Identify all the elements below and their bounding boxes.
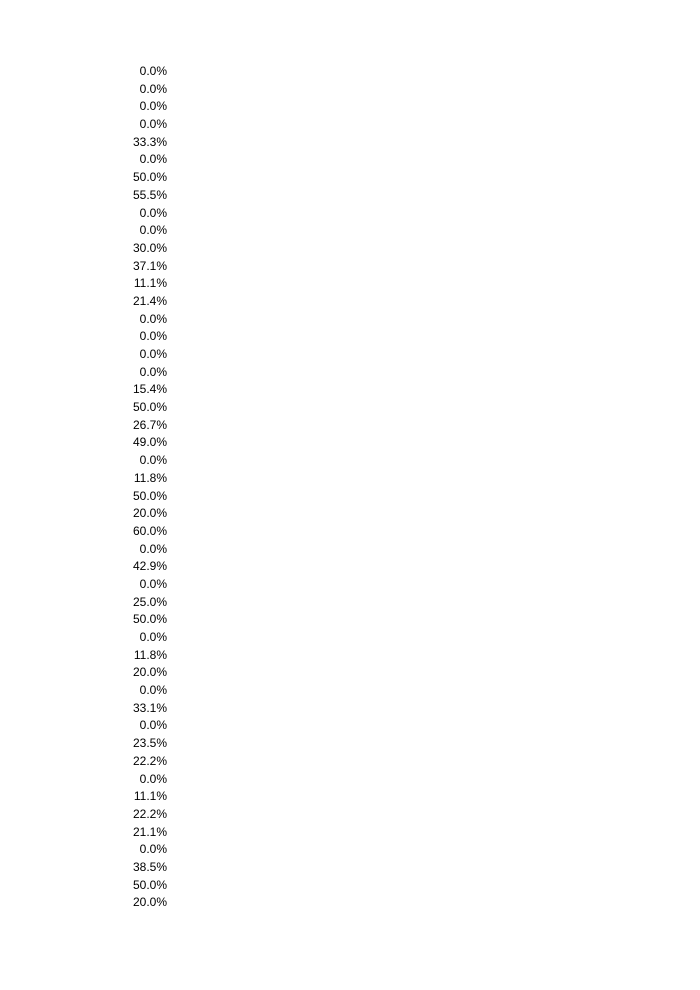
percentage-cell: 0.0% <box>139 718 167 733</box>
percentage-cell: 25.0% <box>132 594 167 609</box>
percentage-cell: 0.0% <box>139 329 167 344</box>
percentage-cell: 60.0% <box>132 523 167 538</box>
percentage-cell: 0.0% <box>139 223 167 238</box>
percentage-cell: 0.0% <box>139 364 167 379</box>
percentage-cell: 50.0% <box>132 612 167 627</box>
percentage-cell: 0.0% <box>139 541 167 556</box>
percentage-cell: 0.0% <box>139 576 167 591</box>
percentage-cell: 49.0% <box>132 435 167 450</box>
percentage-cell: 0.0% <box>139 152 167 167</box>
percentage-cell: 0.0% <box>139 205 167 220</box>
percentage-cell: 11.8% <box>133 647 167 662</box>
percentage-cell: 11.8% <box>133 470 167 485</box>
percentage-cell: 55.5% <box>132 187 167 202</box>
percentage-cell: 21.1% <box>132 824 167 839</box>
percentage-cell: 42.9% <box>132 559 167 574</box>
percentage-cell: 15.4% <box>132 382 167 397</box>
percentage-cell: 0.0% <box>139 771 167 786</box>
percentage-cell: 0.0% <box>139 99 167 114</box>
percentage-cell: 0.0% <box>139 683 167 698</box>
percentage-cell: 0.0% <box>139 453 167 468</box>
percentage-cell: 50.0% <box>132 488 167 503</box>
percentage-cell: 50.0% <box>132 170 167 185</box>
percentage-cell: 0.0% <box>139 117 167 132</box>
percentage-cell: 0.0% <box>139 81 167 96</box>
percentage-cell: 37.1% <box>132 258 167 273</box>
percentage-cell: 50.0% <box>132 877 167 892</box>
percentage-cell: 20.0% <box>132 665 167 680</box>
percentage-cell: 50.0% <box>132 400 167 415</box>
percentage-cell: 0.0% <box>139 842 167 857</box>
percentage-cell: 0.0% <box>139 64 167 78</box>
percentage-cell: 0.0% <box>139 630 167 644</box>
percentage-cell: 38.5% <box>132 859 167 874</box>
percentage-cell: 23.5% <box>132 736 167 751</box>
percentage-cell: 22.2% <box>132 806 167 821</box>
percentage-cell: 20.0% <box>132 895 167 910</box>
percentage-cell: 33.1% <box>132 700 167 715</box>
percentage-cell: 22.2% <box>132 753 167 768</box>
percentage-cell: 21.4% <box>132 293 167 308</box>
percentage-cell: 0.0% <box>139 347 167 361</box>
percentage-cell: 33.3% <box>132 134 167 149</box>
percentage-cell: 11.1% <box>133 789 167 804</box>
percentage-cell: 26.7% <box>132 417 167 432</box>
percentage-column <box>100 63 167 912</box>
percentage-cell: 20.0% <box>132 506 167 521</box>
percentage-cell: 11.1% <box>133 276 167 291</box>
percentage-cell: 30.0% <box>132 240 167 255</box>
percentage-cell: 0.0% <box>139 311 167 326</box>
